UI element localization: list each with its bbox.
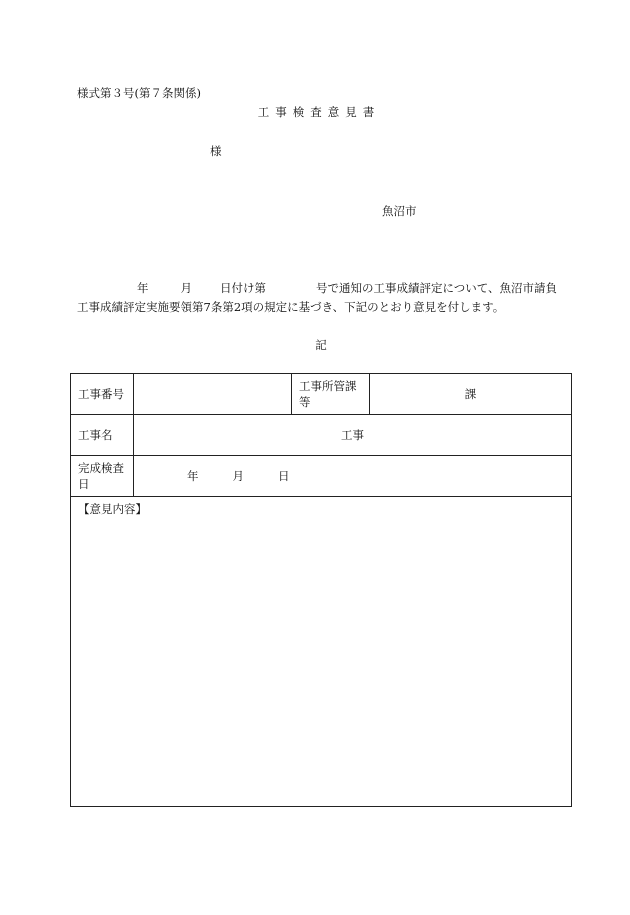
body-line-2: 工事成績評定実施要領第7条第2項の規定に基づき、下記のとおり意見を付します。 <box>77 300 505 314</box>
document-title: 工事検査意見書 <box>257 105 381 119</box>
inspection-date-label: 完成検査日 <box>71 456 134 497</box>
inspection-table <box>70 373 572 807</box>
inspection-month-label: 月 <box>232 469 244 483</box>
opinion-label: 【意見内容】 <box>78 502 147 516</box>
construction-name-field[interactable] <box>134 415 572 456</box>
table-row-construction-number <box>71 374 572 415</box>
body-line-1 <box>77 280 557 296</box>
office-field[interactable] <box>370 374 572 415</box>
opinion-field[interactable] <box>71 497 572 807</box>
day-ref-label: 日付け第 <box>220 281 266 295</box>
form-number: 様式第３号(第７条関係) <box>77 86 201 100</box>
year-label: 年 <box>137 281 149 295</box>
addressee-suffix: 様 <box>210 144 222 158</box>
body-line-1-rest: 号で通知の工事成績評定について、魚沼市請負 <box>316 281 558 295</box>
inspection-date-field[interactable] <box>134 456 572 497</box>
table-row-inspection-date <box>71 456 572 497</box>
construction-number-field[interactable] <box>134 374 292 415</box>
table-row-construction-name <box>71 415 572 456</box>
construction-name-label: 工事名 <box>71 415 134 456</box>
issuer-name: 魚沼市 <box>382 204 417 218</box>
month-label: 月 <box>180 281 192 295</box>
construction-number-label: 工事番号 <box>71 374 134 415</box>
inspection-day-label: 日 <box>278 469 290 483</box>
table-row-opinion <box>71 497 572 807</box>
construction-name-suffix: 工事 <box>341 428 364 442</box>
inspection-year-label: 年 <box>187 469 199 483</box>
office-label: 工事所管課等 <box>292 374 370 415</box>
office-suffix: 課 <box>464 387 477 401</box>
ki-heading: 記 <box>315 338 327 352</box>
